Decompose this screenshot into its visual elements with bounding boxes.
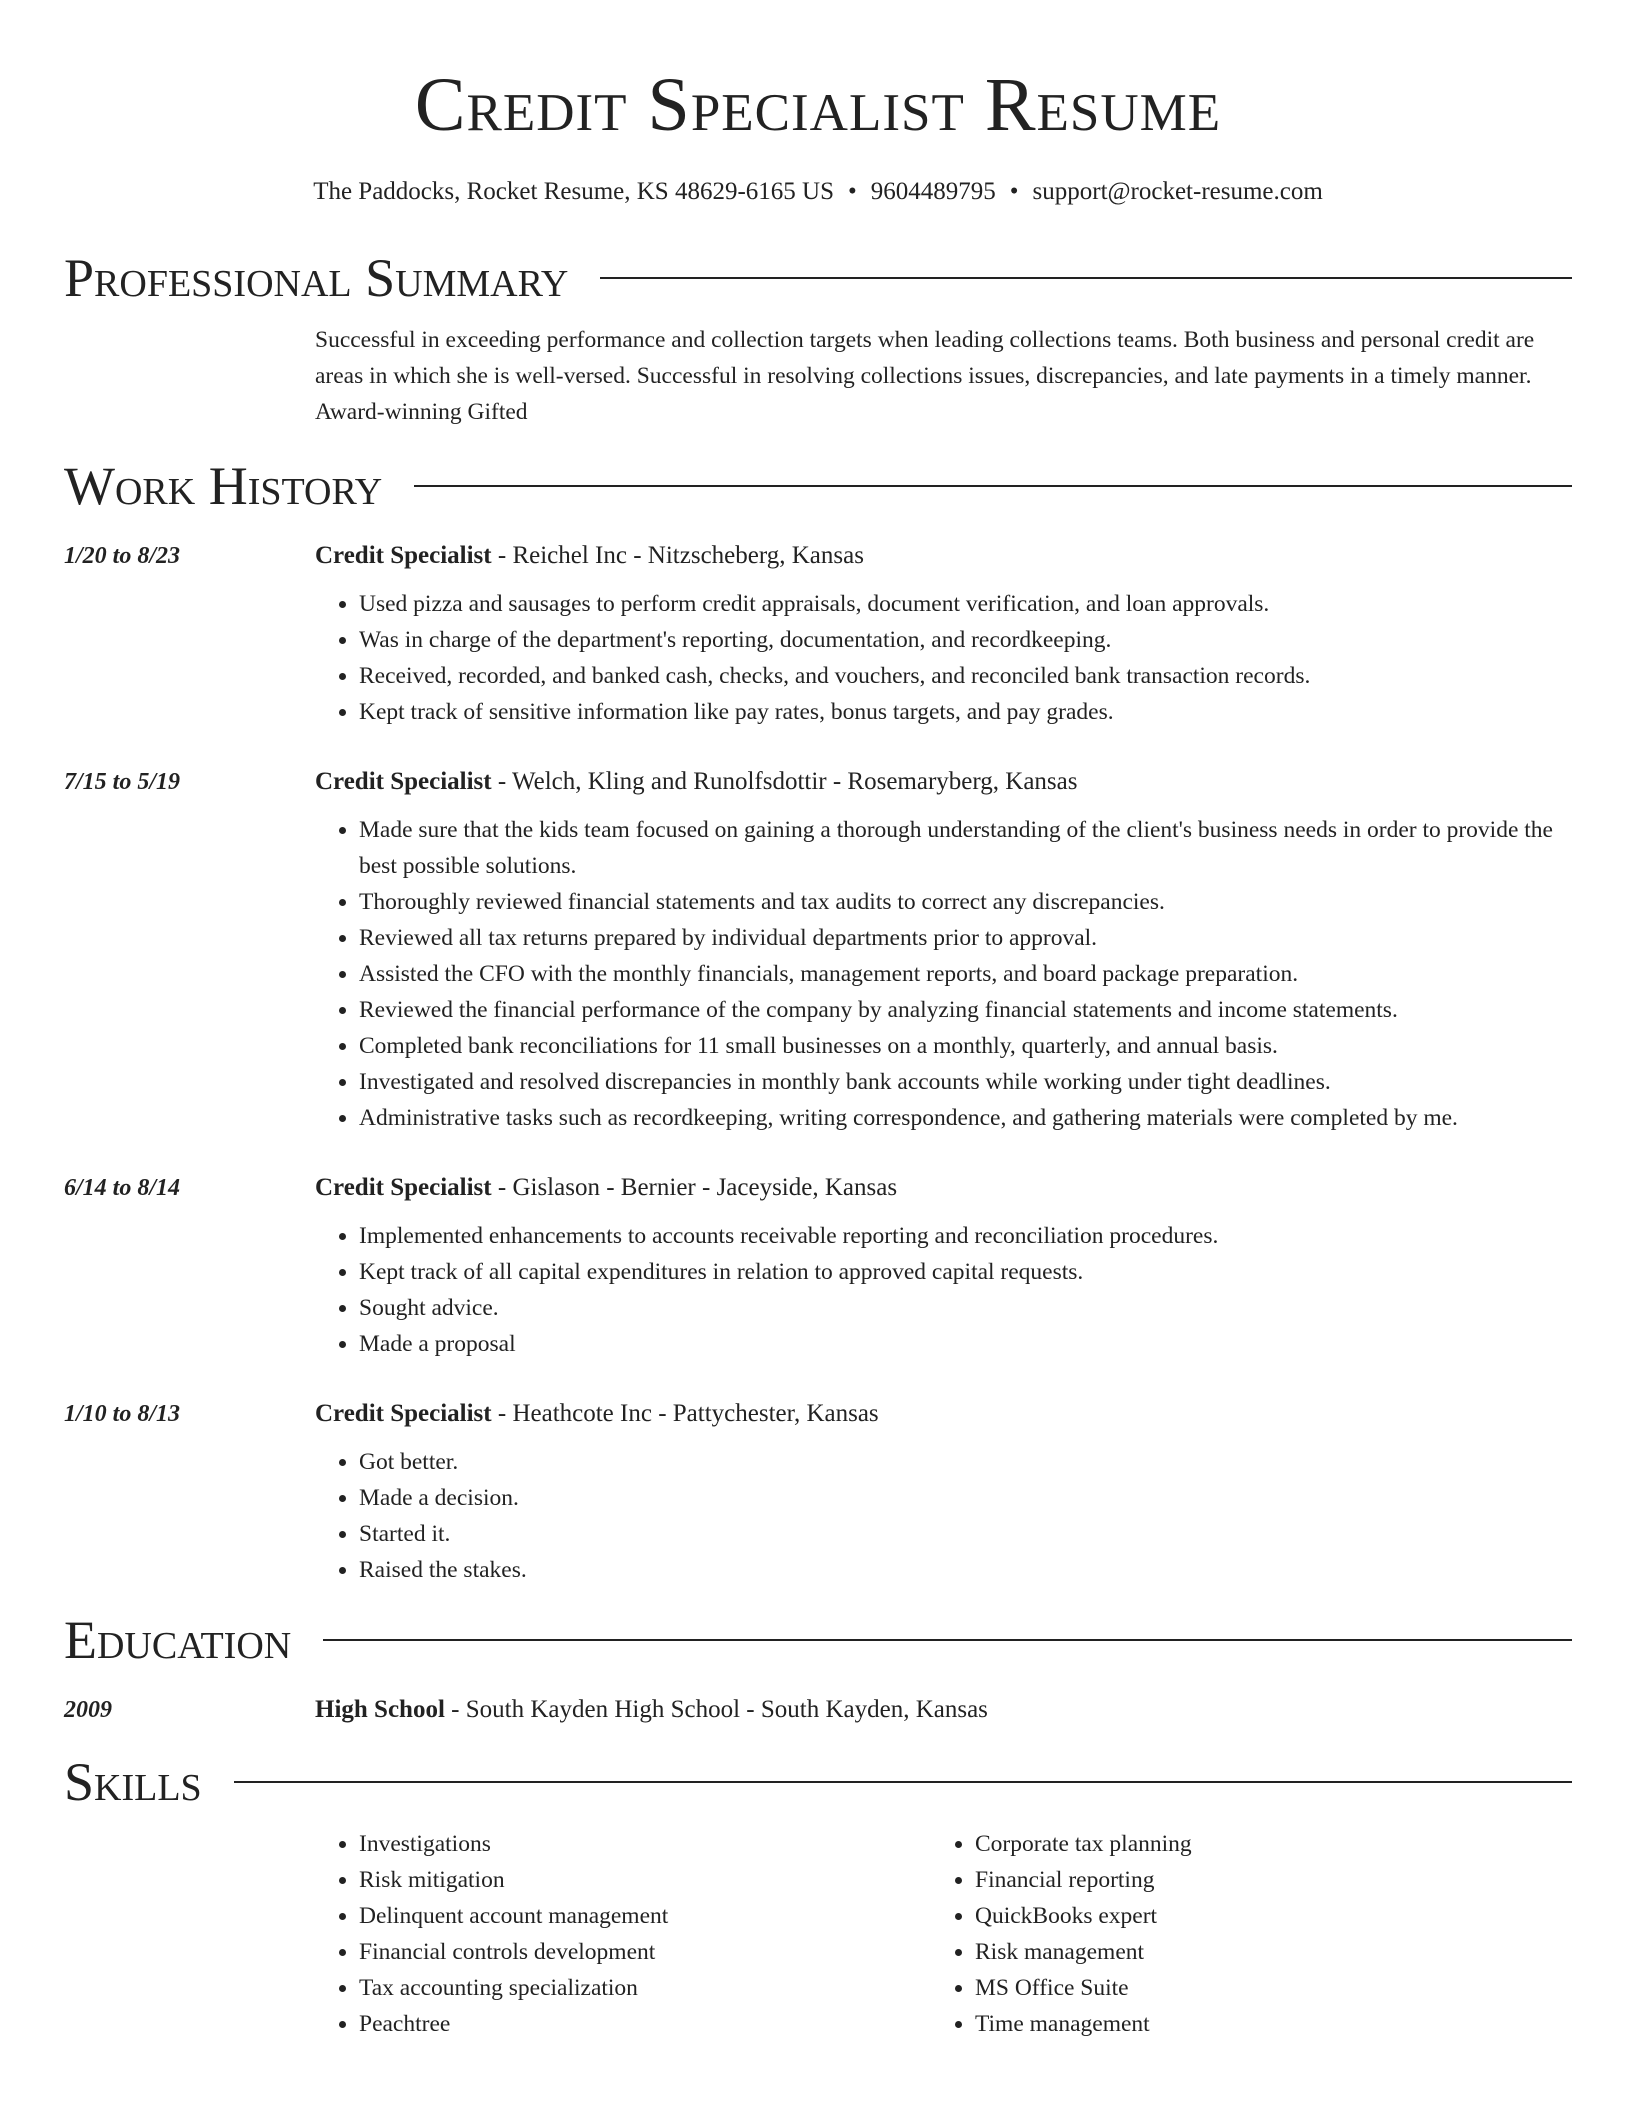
work-dates: 6/14 to 8/14 (64, 1175, 181, 1201)
list-item: • Thoroughly reviewed financial statements and tax audits to correct any discrepancies. (359, 884, 1572, 920)
education-degree: High School (315, 1696, 445, 1723)
work-entry (64, 1394, 1572, 1588)
list-item: • Completed bank reconciliations for 11 small businesses on a monthly, quarterly, and annual basis. (359, 1028, 1572, 1064)
work-bullets (315, 1444, 1572, 1588)
work-role: Credit Specialist (315, 542, 492, 569)
skills-list-left (315, 1826, 931, 2042)
list-item: • Administrative tasks such as recordkeeping, writing correspondence, and gathering materials were completed by me. (359, 1100, 1572, 1136)
skills-section-title: Skills (64, 1752, 202, 1812)
contact-address: The Paddocks, Rocket Resume, KS 48629-6165 US (313, 178, 834, 205)
work-role: Credit Specialist (315, 768, 492, 795)
work-bullets (315, 812, 1572, 1136)
contact-separator: • (847, 178, 857, 205)
work-heading (315, 1394, 1572, 1434)
education-year: 2009 (64, 1697, 112, 1723)
section-divider (600, 277, 1572, 279)
list-item: • Used pizza and sausages to perform credit appraisals, document verification, and loan approvals. (359, 586, 1572, 622)
contact-separator: • (1009, 178, 1019, 205)
contact-line (64, 176, 1572, 208)
education-body (315, 1690, 1572, 1730)
education-section-title: Education (64, 1610, 292, 1670)
skill-item: • Risk management (975, 1934, 1547, 1970)
list-item: • Sought advice. (359, 1290, 1572, 1326)
contact-phone: 9604489795 (870, 178, 996, 205)
skills-section-header (64, 1752, 1572, 1812)
work-dates: 7/15 to 5/19 (64, 769, 181, 795)
work-details: - Reichel Inc - Nitzscheberg, Kansas (491, 542, 864, 569)
list-item: • Investigated and resolved discrepancies in monthly bank accounts while working under tight deadlines. (359, 1064, 1572, 1100)
list-item: • Made a proposal (359, 1326, 1572, 1362)
work-heading (315, 762, 1572, 802)
list-item: • Reviewed all tax returns prepared by individual departments prior to approval. (359, 920, 1572, 956)
work-body (315, 1394, 1572, 1588)
list-item: • Got better. (359, 1444, 1572, 1480)
work-section-header (64, 456, 1572, 516)
work-body (315, 536, 1572, 730)
work-bullets (315, 586, 1572, 730)
work-body (315, 762, 1572, 1136)
work-details: - Heathcote Inc - Pattychester, Kansas (491, 1400, 879, 1427)
list-item: • Made a decision. (359, 1480, 1572, 1516)
section-divider (234, 1781, 1572, 1783)
summary-section-title: Professional Summary (64, 248, 569, 308)
work-details: - Welch, Kling and Runolfsdottir - Rosemaryberg, Kansas (491, 768, 1078, 795)
work-dates: 1/20 to 8/23 (64, 543, 181, 569)
list-item: • Kept track of all capital expenditures in relation to approved capital requests. (359, 1254, 1572, 1290)
skill-item: • Peachtree (359, 2006, 931, 2042)
work-role: Credit Specialist (315, 1400, 492, 1427)
work-details: - Gislason - Bernier - Jaceyside, Kansas (491, 1174, 898, 1201)
work-heading (315, 1168, 1572, 1208)
list-item: • Kept track of sensitive information like pay rates, bonus targets, and pay grades. (359, 694, 1572, 730)
summary-text: Successful in exceeding performance and collection targets when leading collections teams. Both business and personal credit are areas in which she is well-versed. Successful in resolving collections issues, discrepancies, and late payments in a timely manner. Award-winning Gifted (315, 327, 1535, 425)
skill-item: • QuickBooks expert (975, 1898, 1547, 1934)
skill-item: • Time management (975, 2006, 1547, 2042)
work-heading (315, 536, 1572, 576)
work-entry (64, 536, 1572, 730)
list-item: • Assisted the CFO with the monthly financials, management reports, and board package preparation. (359, 956, 1572, 992)
section-divider (323, 1639, 1572, 1641)
list-item: • Implemented enhancements to accounts receivable reporting and reconciliation procedures. (359, 1218, 1572, 1254)
skill-item: • Investigations (359, 1826, 931, 1862)
list-item: • Raised the stakes. (359, 1552, 1572, 1588)
skill-item: • MS Office Suite (975, 1970, 1547, 2006)
summary-section-header (64, 248, 1572, 308)
contact-email: support@rocket-resume.com (1032, 178, 1323, 205)
list-item: • Reviewed the financial performance of the company by analyzing financial statements and income statements. (359, 992, 1572, 1028)
section-divider (414, 485, 1572, 487)
work-history-list (64, 536, 1572, 1588)
list-item: • Made sure that the kids team focused on gaining a thorough understanding of the client's business needs in order to provide the best possible solutions. (359, 812, 1572, 884)
skill-item: • Delinquent account management (359, 1898, 931, 1934)
skill-item: • Corporate tax planning (975, 1826, 1547, 1862)
skills-list-right (931, 1826, 1547, 2042)
list-item: • Was in charge of the department's reporting, documentation, and recordkeeping. (359, 622, 1572, 658)
education-details: - South Kayden High School - South Kayden, Kansas (444, 1696, 988, 1723)
education-entry (64, 1690, 1572, 1730)
resume-title: Credit Specialist Resume (414, 63, 1222, 147)
work-entry (64, 1168, 1572, 1362)
work-dates: 1/10 to 8/13 (64, 1401, 181, 1427)
list-item: • Started it. (359, 1516, 1572, 1552)
work-role: Credit Specialist (315, 1174, 492, 1201)
skill-item: • Tax accounting specialization (359, 1970, 931, 2006)
list-item: • Received, recorded, and banked cash, checks, and vouchers, and reconciled bank transaction records. (359, 658, 1572, 694)
education-section-header (64, 1610, 1572, 1670)
work-bullets (315, 1218, 1572, 1362)
skill-item: • Risk mitigation (359, 1862, 931, 1898)
resume-page (64, 0, 1572, 2042)
work-section-title: Work History (64, 456, 383, 516)
work-entry (64, 762, 1572, 1136)
work-body (315, 1168, 1572, 1362)
skills-columns (315, 1826, 1572, 2042)
skill-item: • Financial controls development (359, 1934, 931, 1970)
skill-item: • Financial reporting (975, 1862, 1547, 1898)
education-heading (315, 1690, 1572, 1730)
